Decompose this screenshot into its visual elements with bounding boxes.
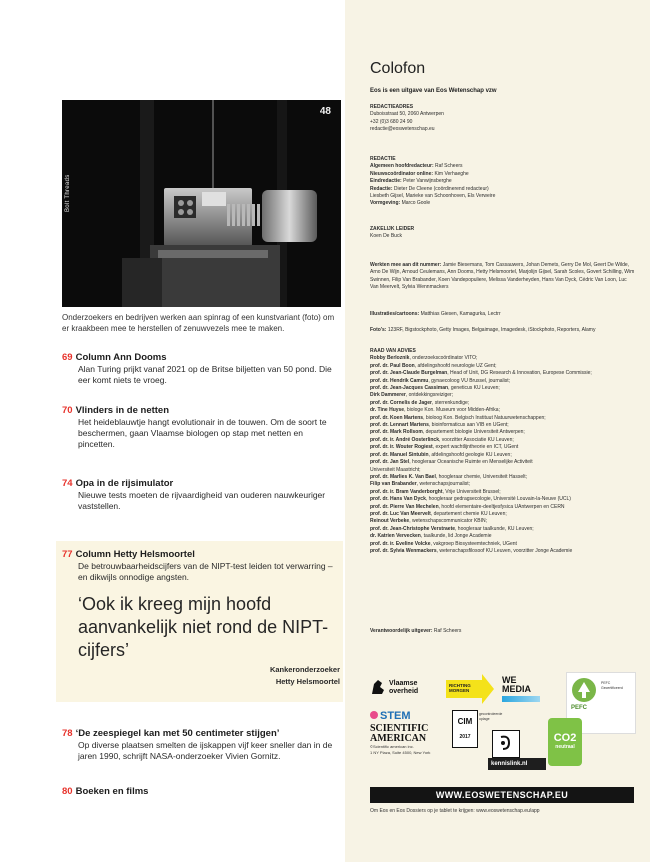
role-value: Raf Scheers <box>433 163 463 170</box>
member-role: , biologe Kon. Museum voor Midden-Afrika; <box>404 407 500 414</box>
advies-member <box>370 392 635 399</box>
verantwoordelijk-label: Verantwoordelijk uitgever: <box>370 628 433 634</box>
co2-neutraal-logo <box>548 718 582 766</box>
quote-attribution-role: Kankeronderzoeker <box>269 665 340 674</box>
member-role: , ontdekkingsreiziger; <box>405 392 454 399</box>
member-role: , wetenschapscommunicator KBIN; <box>409 518 487 525</box>
member-role: , wetenschapsjournalist; <box>416 481 471 488</box>
zakelijk-leider-name: Koen De Buck <box>370 233 402 240</box>
advies-member <box>370 363 635 370</box>
logo-text: PEFC <box>571 705 588 711</box>
member-role: , wetenschapsfilosoof KU Leuven, voorzitter Jonge Academie <box>436 547 573 554</box>
entry-description: Het heideblauwtje hangt evolutionair in de touwen. Om de soort te beschermen, gaan Vlaamse biologen op stap met netten en pincetten. <box>78 417 327 449</box>
advies-member <box>370 355 635 362</box>
member-name: Dirk Dammerer <box>370 392 406 399</box>
email-link[interactable]: redactie@eoswetenschap.eu <box>370 126 435 133</box>
member-name: prof. dr. ir. Wouter Rogiest <box>370 444 433 451</box>
logo-text: SCIENTIFIC <box>370 723 429 734</box>
member-name: prof. dr. ir. André Oosterlinck <box>370 436 439 443</box>
scientific-american-logo <box>370 724 450 768</box>
redactieadres-block <box>370 104 635 134</box>
role-label: Algemeen hoofdredacteur: <box>370 163 434 170</box>
member-role: , departement biologie Universiteit Antwerpen; <box>422 429 525 436</box>
ear-icon <box>492 730 520 758</box>
member-name: prof. dr. Hendrik Cammu <box>370 377 429 384</box>
member-role: , afdelingshoofd geologie KU Leuven; <box>428 451 512 458</box>
advies-member <box>370 481 635 488</box>
illustraties-value: Matthias Giesen, Kamagurka, Lectrr <box>419 311 501 317</box>
advies-member <box>370 533 635 540</box>
fotos-value: 123RF, Bigstockphoto, Getty Images, Belgaimage, Imagedesk, iStockphoto, Reporters, Alamy <box>386 327 596 333</box>
member-role: , departement chemie KU Leuven; <box>430 510 507 517</box>
entry-page-number: 69 <box>62 352 73 363</box>
logo-text: neutraal <box>555 744 575 750</box>
logo-text: ©Scientific american inc. <box>370 744 414 749</box>
member-name: prof. dr. Mark Rollsom <box>370 429 423 436</box>
illustraties-label: Illustraties/cartoons: <box>370 311 420 317</box>
member-name: Reinout Verbeke <box>370 518 410 525</box>
logo-text: CIM <box>457 717 473 726</box>
member-role: , hoogleraar Oceanische Ruimte en Menselijke Activiteit <box>409 459 533 466</box>
zakelijk-leider-block <box>370 226 635 241</box>
member-role: , expert wachtlijntheorie en ICT, UGent <box>432 444 519 451</box>
colofon-subtitle: Eos is een uitgave van Eos Wetenschap vzw <box>370 88 497 94</box>
raad-van-advies-block <box>370 348 635 555</box>
entry-title: Column Ann Dooms <box>75 352 167 363</box>
role-value: Kim Verhaeghe <box>433 170 469 177</box>
entry-description: Op diverse plaatsen smelten de ijskappen vijf keer sneller dan in de jaren 1990, schrijft NASA-onderzoeker Vivien Gornitz. <box>78 740 333 761</box>
entry-page-number: 80 <box>62 786 73 797</box>
advies-member <box>370 474 635 481</box>
contents-entry[interactable] <box>62 352 342 386</box>
member-role: , afdelingshoofd neurologie UZ Gent; <box>414 362 497 369</box>
logo-text: PEFC Gecertificeerd <box>601 681 623 690</box>
contents-entry[interactable] <box>62 478 342 512</box>
advies-member <box>370 496 635 503</box>
advies-member <box>370 467 635 474</box>
entry-page-number: 77 <box>62 549 73 560</box>
we-media-logo <box>502 676 562 708</box>
member-name: prof. dr. Cornelis de Jager <box>370 399 432 406</box>
colofon-title: Colofon <box>370 60 426 77</box>
entry-description: Nieuwe tests moeten de rijvaardigheid van ouderen nauwkeuriger vaststellen. <box>78 490 326 511</box>
entry-title: ‘De zeespiegel kan met 50 centimeter stijgen’ <box>75 728 280 739</box>
section-heading: REDACTIEADRES <box>370 104 414 110</box>
role-value: Marco Goole <box>400 200 431 207</box>
advies-member <box>370 541 635 548</box>
entry-description: De betrouwbaarheidscijfers van de NIPT-test leiden tot verwarring – en dikwijls onnodige angsten. <box>78 561 333 582</box>
member-name: dr. Tine Huyse <box>370 407 405 414</box>
entry-title: Opa in de rijsimulator <box>75 478 174 489</box>
section-heading: RAAD VAN ADVIES <box>370 348 416 354</box>
member-name: prof. dr. Jean-Jacques Cassiman <box>370 385 449 392</box>
member-role: , sterrenkundige; <box>431 399 470 406</box>
member-name: prof. dr. ir. Bram Vanderborght <box>370 488 443 495</box>
logo-text: 2017 <box>459 734 471 740</box>
address-line: Duboisstraat 50, 2060 Antwerpen <box>370 111 444 118</box>
member-name: Filip van Brabander <box>370 481 417 488</box>
advies-member <box>370 437 635 444</box>
member-name: prof. dr. Sylvia Wenmackers <box>370 547 437 554</box>
logo-text: CO2 <box>553 732 577 744</box>
member-role: , vakgroep Biosysteemtechniek, UGent <box>430 540 517 547</box>
advies-member <box>370 489 635 496</box>
member-name: prof. dr. Manuel Sintubin <box>370 451 429 458</box>
member-name: Robby Berloznik <box>370 355 410 362</box>
partner-logos <box>370 672 635 782</box>
entry-page-number: 70 <box>62 405 73 416</box>
member-role: , hoogleraar gedragsecologie, Université Louvain-la-Neuve (UCL) <box>425 496 571 503</box>
member-role: , bioloog Kon. Belgisch Instituut Natuurwetenschappen; <box>423 414 546 421</box>
member-role: , Head of Unit, DG Research & Innovation, Europese Commissie; <box>447 370 592 377</box>
advies-member <box>370 459 635 466</box>
contents-entry[interactable] <box>62 549 342 583</box>
role-value: Liesbeth Gijsel, Marieke van Schoonhoven, Els Verweire <box>370 193 496 200</box>
cim-logo <box>452 710 503 760</box>
fotos-label: Foto's: <box>370 327 387 333</box>
role-value: Dieter De Cleene (coördinerend redacteur) <box>392 185 489 192</box>
member-role: , hoogleraar taalkunde, KU Leuven; <box>455 525 534 532</box>
photo-credit: Bolt Threads <box>65 174 71 212</box>
logo-text: 1 NY Plaza, Suite 4500, New York <box>370 750 431 755</box>
member-name: prof. dr. ir. Eveline Volcke <box>370 540 431 547</box>
logo-text: RICHTING MORGEN <box>449 683 471 693</box>
member-role: , bioinformaticus aan VIB en UGent; <box>428 422 509 429</box>
member-name: prof. dr. Jean-Claude Burgelman <box>370 370 448 377</box>
redactie-block <box>370 156 635 208</box>
medewerkers-block <box>370 262 635 292</box>
role-value: Peter Vanwijnsberghe <box>401 178 452 185</box>
advies-member <box>370 407 635 414</box>
member-role: Universiteit Maastricht; <box>370 466 421 473</box>
member-name: prof. dr. Marlies K. Van Bael <box>370 473 436 480</box>
advies-member <box>370 385 635 392</box>
advies-member <box>370 378 635 385</box>
member-name: prof. dr. Koen Martens <box>370 414 424 421</box>
spider-silk-machine-image <box>62 100 341 307</box>
illustraties-block <box>370 311 635 318</box>
medewerkers-value: Jamie Biesemans, Tom Cassauwers, Johan Demets, Gerry De Mol, Geert De Wilde, Arno De Wijn, Arnoud Ceulemans, Ann Dooms, Hetty Helsmoortel, Marjolijn Gijsel, Sarah Scoles, Govert Schilling, Wim Swinnen, Filip Van Brabander, Koen Vandepopuliere, Melissa Vanderheyden, Hans Van Dyck, Cédric Van Loon, Luc Van Meervelt, Sylvia Wennmackers <box>370 262 635 291</box>
entry-title: Column Hetty Helsmoortel <box>75 549 195 560</box>
medewerkers-label: Werkten mee aan dit nummer: <box>370 262 442 268</box>
quote-attribution-name: Hetty Helsmoortel <box>275 677 340 686</box>
logo-text: MEDIA <box>502 684 531 694</box>
website-url-bar[interactable]: WWW.EOSWETENSCHAP.EU <box>370 787 634 803</box>
member-name: prof. dr. Jean-Christophe Verstraete <box>370 525 456 532</box>
vlaamse-overheid-logo <box>370 672 440 706</box>
stem-logo <box>370 706 440 724</box>
member-role: , voorzitter Associatie KU Leuven; <box>439 436 514 443</box>
advies-member <box>370 415 635 422</box>
entry-page-number: 74 <box>62 478 73 489</box>
contents-entry[interactable] <box>62 786 342 798</box>
member-role: , onderzoekscoördinator VITO; <box>409 355 478 362</box>
member-name: prof. dr. Jan Stel <box>370 459 410 466</box>
advies-member <box>370 422 635 429</box>
member-name: dr. Katrien Vervecken <box>370 533 421 540</box>
advies-member <box>370 370 635 377</box>
advies-member <box>370 444 635 451</box>
member-name: prof. dr. Hans Van Dyck <box>370 496 426 503</box>
contents-entry[interactable] <box>62 405 342 450</box>
verantwoordelijk-block <box>370 628 635 635</box>
page-number: 48 <box>319 106 331 117</box>
role-label: Nieuwscoördinator online: <box>370 170 434 177</box>
kennislink-logo <box>488 758 546 770</box>
logo-text: kennislink.nl <box>491 761 528 767</box>
logo-text: overheid <box>389 688 419 695</box>
advies-member <box>370 518 635 525</box>
member-role: , hoofd elementaire-deeltjesfysica UAntwerpen en CERN <box>438 503 565 510</box>
advies-member <box>370 548 635 555</box>
advies-member <box>370 526 635 533</box>
advies-member <box>370 429 635 436</box>
lion-icon <box>370 678 386 696</box>
section-heading: REDACTIE <box>370 156 396 162</box>
quote-attribution <box>180 664 340 688</box>
app-footnote: Om Eos en Eos Dossiers op je tablet te krijgen: www.eoswetenschap.eu/app <box>370 808 540 814</box>
logo-text: AMERICAN <box>370 733 427 744</box>
logo-text: Vlaamse <box>389 680 418 687</box>
advies-member <box>370 400 635 407</box>
role-label: Vormgeving: <box>370 200 401 207</box>
member-role: , taalkunde, lid Jonge Academie <box>420 533 492 540</box>
advies-member <box>370 511 635 518</box>
advies-member <box>370 452 635 459</box>
entry-description: Alan Turing prijkt vanaf 2021 op de Britse biljetten van 50 pond. Die eer komt niets te vroeg. <box>78 364 332 385</box>
member-role: , hoogleraar chemie, Universiteit Hasselt; <box>435 473 528 480</box>
section-heading: ZAKELIJK LEIDER <box>370 226 415 232</box>
role-label: Redactie: <box>370 185 393 192</box>
entry-page-number: 78 <box>62 728 73 739</box>
advies-member <box>370 504 635 511</box>
member-name: prof. dr. Lennart Martens <box>370 422 429 429</box>
sound-icon <box>493 731 517 755</box>
member-name: prof. dr. Paul Boon <box>370 362 415 369</box>
photo-caption: Onderzoekers en bedrijven werken aan spinrag of een kunstvariant (foto) om er kraakbeen mee te herstellen of zenuwvezels mee te maken. <box>62 313 335 333</box>
pull-quote: ‘Ook ik kreeg mijn hoofd aanvankelijk niet rond de NIPT-cijfers’ <box>78 594 329 660</box>
entry-title: Vlinders in de netten <box>75 405 170 416</box>
entry-title: Boeken en films <box>75 786 149 797</box>
richting-morgen-logo <box>446 674 494 704</box>
tree-icon <box>571 677 597 703</box>
contents-entry[interactable] <box>62 728 342 762</box>
member-name: prof. dr. Pierre Van Mechelen <box>370 503 439 510</box>
logo-text: STEM <box>380 710 411 722</box>
member-role: , Vrije Universiteit Brussel; <box>442 488 501 495</box>
member-role: , geneticus KU Leuven; <box>448 385 500 392</box>
fotos-block <box>370 327 635 334</box>
verantwoordelijk-value: Raf Scheers <box>432 628 462 634</box>
member-role: , gynaecoloog VU Brussel, journalist; <box>428 377 511 384</box>
logo-text: WE <box>502 675 517 685</box>
role-label: Eindredactie: <box>370 178 402 185</box>
member-name: prof. dr. Luc Van Meervelt <box>370 510 431 517</box>
article-photo <box>62 100 341 307</box>
logo-text: gecontroleerde oplage <box>479 712 503 721</box>
phone-line: +32 (0)3 680 24 90 <box>370 118 413 125</box>
